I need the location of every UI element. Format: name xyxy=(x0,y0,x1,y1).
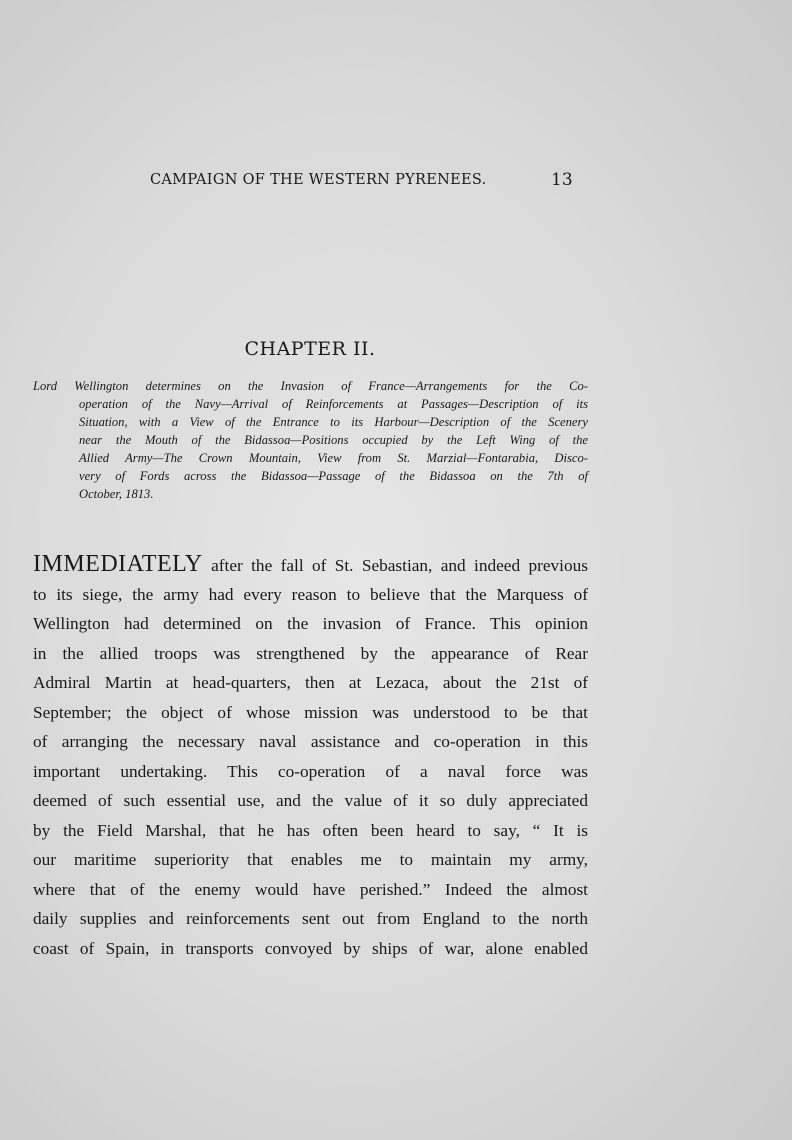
body-line: Wellington had determined on the invasion of France. This opinion xyxy=(33,614,588,633)
summary-line: Lord Wellington determines on the Invasion of France—Arrangements for the Co- xyxy=(33,379,588,393)
summary-line: operation of the Navy—Arrival of Reinforcements at Passages—Description of its xyxy=(79,397,588,411)
body-line: daily supplies and reinforcements sent out from England to the north xyxy=(33,909,588,928)
body-line: to its siege, the army had every reason to believe that the Marquess of xyxy=(33,584,588,604)
body-line: of arranging the necessary naval assistance and co-operation in this xyxy=(33,732,588,751)
body-line-text: after the fall of St. Sebastian, and indeed previous xyxy=(202,556,588,575)
body-line: important undertaking. This co-operation of a naval force was xyxy=(33,761,588,781)
drop-cap-word: IMMEDIATELY xyxy=(33,551,203,577)
body-line: coast of Spain, in transports convoyed by ships of war, alone enabled xyxy=(33,938,588,958)
page-number: 13 xyxy=(551,170,573,190)
body-line: where that of the enemy would have perished.” Indeed the almost xyxy=(33,879,588,899)
summary-line: Allied Army—The Crown Mountain, View from St. Marzial—Fontarabia, Disco- xyxy=(79,451,588,465)
chapter-title: CHAPTER II. xyxy=(244,338,376,360)
summary-line: near the Mouth of the Bidassoa—Positions occupied by the Left Wing of the xyxy=(79,433,588,447)
body-line: September; the object of whose mission was understood to be that xyxy=(33,702,588,722)
running-header: CAMPAIGN OF THE WESTERN PYRENEES. xyxy=(150,172,487,188)
summary-line: very of Fords across the Bidassoa—Passage of the Bidassoa on the 7th of xyxy=(79,469,588,483)
body-line: by the Field Marshal, that he has often been heard to say, “ It is xyxy=(33,820,588,840)
summary-line: October, 1813. xyxy=(79,487,154,501)
body-line xyxy=(33,550,588,580)
body-line: in the allied troops was strengthened by the appearance of Rear xyxy=(33,643,588,663)
body-line: deemed of such essential use, and the value of it so duly appreciated xyxy=(33,791,588,810)
chapter-summary xyxy=(33,377,588,503)
body-line: our maritime superiority that enables me to maintain my army, xyxy=(33,850,588,869)
summary-line: Situation, with a View of the Entrance to its Harbour—Description of the Scenery xyxy=(79,415,588,429)
body-text xyxy=(33,550,588,963)
body-line: Admiral Martin at head-quarters, then at Lezaca, about the 21st of xyxy=(33,673,588,692)
